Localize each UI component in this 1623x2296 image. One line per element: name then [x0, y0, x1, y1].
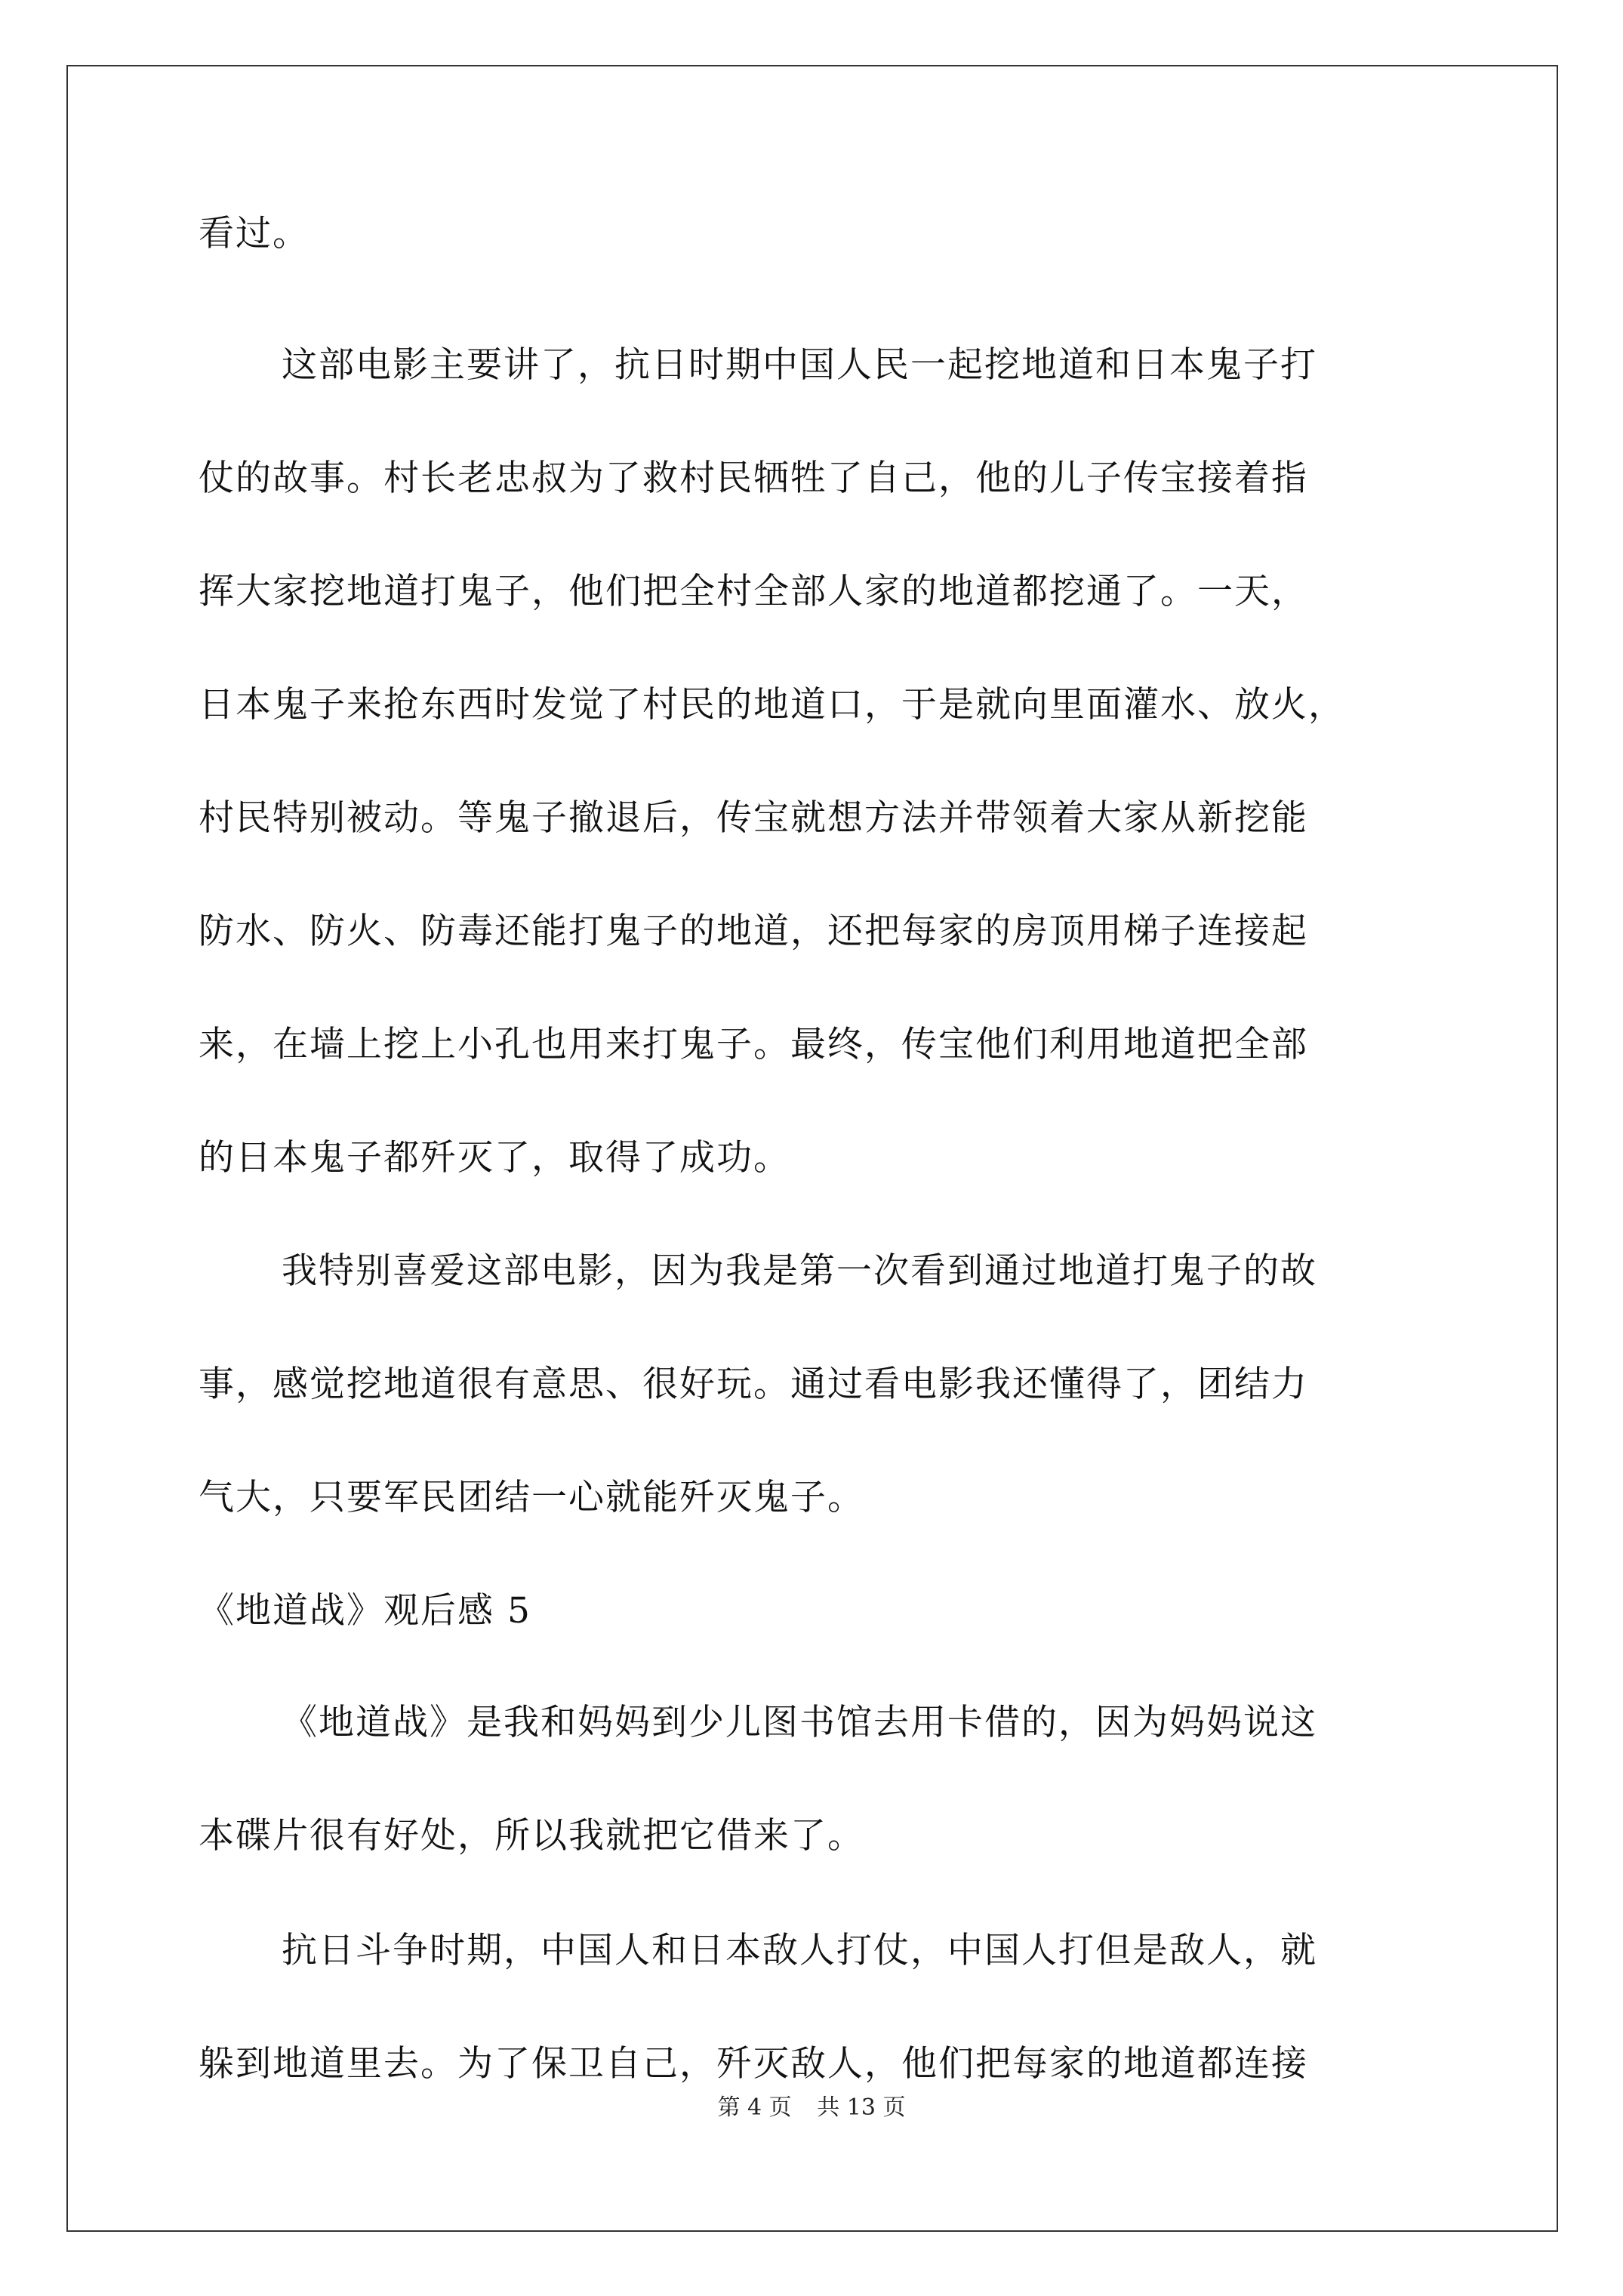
text-line: 看过。 — [199, 213, 310, 254]
page-total: 共 13 页 — [817, 2094, 906, 2121]
paragraph-first-line: 这部电影主要讲了，抗日时期中国人民一起挖地道和日本鬼子打 — [282, 344, 1317, 386]
text-line: 防水、防火、防毒还能打鬼子的地道，还把每家的房顶用梯子连接起 — [199, 911, 1308, 952]
text-line: 躲到地道里去。为了保卫自己，歼灭敌人，他们把每家的地道都连接 — [199, 2043, 1308, 2085]
page-footer — [0, 2093, 1623, 2123]
text-line: 气大，只要军民团结一心就能歼灭鬼子。 — [199, 1477, 864, 1518]
text-line: 本碟片很有好处，所以我就把它借来了。 — [199, 1815, 864, 1857]
paragraph-first-line: 《地道战》是我和妈妈到少儿图书馆去用卡借的，因为妈妈说这 — [282, 1702, 1317, 1743]
page-number: 第 4 页 — [717, 2094, 792, 2121]
text-line: 日本鬼子来抢东西时发觉了村民的地道口，于是就向里面灌水、放火， — [199, 684, 1345, 726]
paragraph-first-line: 抗日斗争时期，中国人和日本敌人打仗，中国人打但是敌人，就 — [282, 1930, 1317, 1971]
text-line: 的日本鬼子都歼灭了，取得了成功。 — [199, 1137, 790, 1179]
text-line: 来，在墙上挖上小孔也用来打鬼子。最终，传宝他们利用地道把全部 — [199, 1024, 1308, 1065]
text-line: 事，感觉挖地道很有意思、很好玩。通过看电影我还懂得了，团结力 — [199, 1364, 1308, 1405]
text-line: 仗的故事。村长老忠叔为了救村民牺牲了自己，他的儿子传宝接着指 — [199, 458, 1308, 499]
paragraph-first-line: 我特别喜爱这部电影，因为我是第一次看到通过地道打鬼子的故 — [282, 1250, 1317, 1292]
text-line: 挥大家挖地道打鬼子，他们把全村全部人家的地道都挖通了。一天， — [199, 571, 1308, 612]
section-heading: 《地道战》观后感 5 — [199, 1590, 531, 1632]
text-line: 村民特别被动。等鬼子撤退后，传宝就想方法并带领着大家从新挖能 — [199, 797, 1308, 839]
